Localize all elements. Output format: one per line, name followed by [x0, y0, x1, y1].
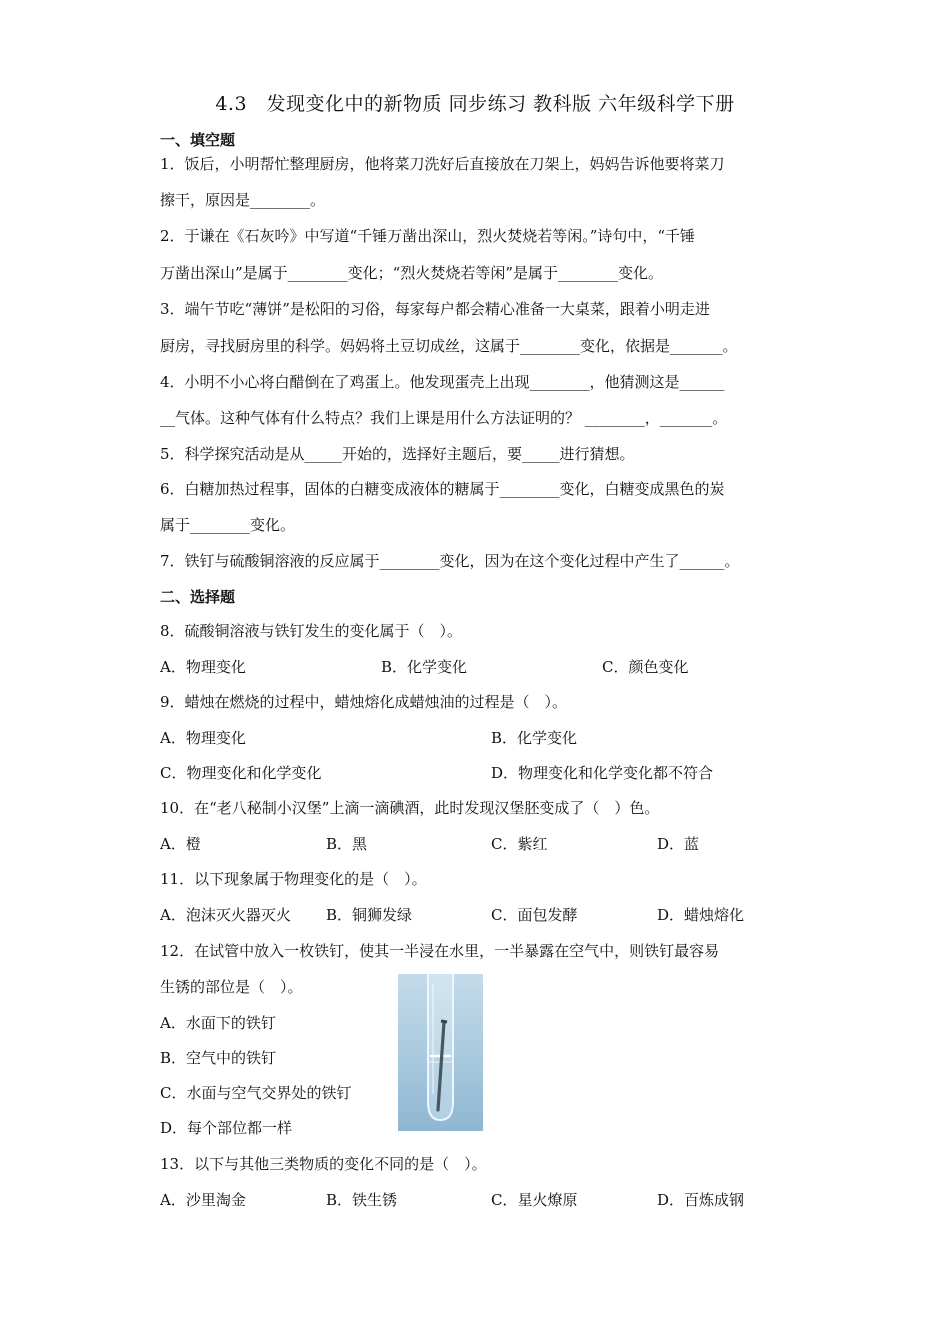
question-line: 6．白糖加热过程事，固体的白糖变成液体的糖属于________变化，白糖变成黑色的炭 [160, 480, 725, 498]
question-line: 7．铁钉与硫酸铜溶液的反应属于________变化，因为在这个变化过程中产生了______。 [160, 552, 740, 570]
question-stem: 13．以下与其他三类物质的变化不同的是（ ）。 [160, 1155, 487, 1173]
question-stem: 8．硫酸铜溶液与铁钉发生的变化属于（ ）。 [160, 622, 463, 640]
option-b: B．化学变化 [381, 658, 468, 676]
option-a: A．泡沫灭火器灭火 [160, 906, 291, 924]
option-b: B．黑 [326, 835, 368, 853]
option-a: A．物理变化 [160, 729, 246, 747]
option-b: B．铜狮发绿 [326, 906, 413, 924]
option-c: C．物理变化和化学变化 [160, 764, 322, 782]
option-d: D．蓝 [657, 835, 700, 853]
question-stem: 11．以下现象属于物理变化的是（ ）。 [160, 870, 427, 888]
question-line: 3．端午节吃“薄饼”是松阳的习俗，每家每户都会精心准备一大桌菜，跟着小明走进 [160, 300, 710, 318]
question-line: 擦干，原因是________。 [160, 191, 326, 209]
option-c: C．星火燎原 [491, 1191, 578, 1209]
option-d: D．物理变化和化学变化都不符合 [491, 764, 714, 782]
question-line: 1．饭后，小明帮忙整理厨房，他将菜刀洗好后直接放在刀架上，妈妈告诉他要将菜刀 [160, 155, 725, 173]
option-c: C．面包发酵 [491, 906, 578, 924]
question-line: 属于________变化。 [160, 516, 296, 534]
question-stem: 9．蜡烛在燃烧的过程中，蜡烛熔化成蜡烛油的过程是（ ）。 [160, 693, 568, 711]
question-stem: 生锈的部位是（ ）。 [160, 978, 303, 996]
option-c: C．颜色变化 [602, 658, 689, 676]
option-b: B．空气中的铁钉 [160, 1049, 277, 1067]
option-d: D．蜡烛熔化 [657, 906, 745, 924]
option-d: D．每个部位都一样 [160, 1119, 293, 1137]
option-a: A．橙 [160, 835, 201, 853]
question-line: 万凿出深山”是属于________变化；“烈火焚烧若等闲”是属于________变化。 [160, 264, 664, 282]
page-title: 4.3 发现变化中的新物质 同步练习 教科版 六年级科学下册 [215, 93, 735, 115]
question-stem: 12．在试管中放入一枚铁钉，使其一半浸在水里，一半暴露在空气中，则铁钉最容易 [160, 942, 720, 960]
question-stem: 10．在“老八秘制小汉堡”上滴一滴碘酒，此时发现汉堡胚变成了（ ）色。 [160, 799, 660, 817]
question-line: 5．科学探究活动是从_____开始的，选择好主题后，要_____进行猜想。 [160, 445, 635, 463]
option-c: C．紫红 [491, 835, 548, 853]
option-c: C．水面与空气交界处的铁钉 [160, 1084, 352, 1102]
question-line: __气体。这种气体有什么特点？我们上课是用什么方法证明的？ ________，_______。 [160, 409, 728, 427]
test-tube-illustration [398, 974, 483, 1131]
section-heading-multiple-choice: 二、选择题 [160, 588, 236, 606]
option-a: A．水面下的铁钉 [160, 1014, 276, 1032]
question-line: 4．小明不小心将白醋倒在了鸡蛋上。他发现蛋壳上出现________，他猜测这是______ [160, 373, 725, 391]
option-d: D．百炼成钢 [657, 1191, 745, 1209]
question-line: 厨房，寻找厨房里的科学。妈妈将土豆切成丝，这属于________变化，依据是_______。 [160, 337, 738, 355]
test-tube-nail-photo [398, 974, 483, 1131]
option-b: B．铁生锈 [326, 1191, 398, 1209]
question-line: 2．于谦在《石灰吟》中写道“千锤万凿出深山，烈火焚烧若等闲。”诗句中，“千锤 [160, 227, 696, 245]
option-b: B．化学变化 [491, 729, 578, 747]
section-heading-fill-in: 一、填空题 [160, 131, 236, 149]
option-a: A．沙里淘金 [160, 1191, 246, 1209]
option-a: A．物理变化 [160, 658, 246, 676]
